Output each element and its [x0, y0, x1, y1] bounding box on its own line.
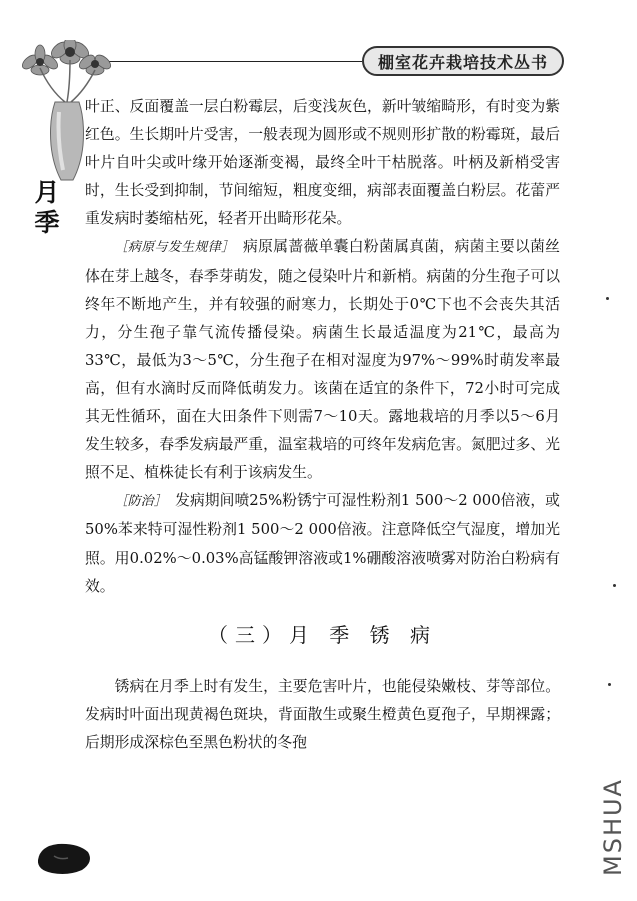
header-rule	[100, 61, 362, 62]
scan-dot	[608, 683, 611, 686]
paragraph-3-tag: ［防治］	[114, 494, 161, 510]
scan-dot	[606, 297, 609, 300]
side-label-line-2: 季	[34, 208, 60, 237]
scan-dot	[613, 584, 616, 587]
paragraph-3	[85, 487, 560, 600]
paragraph-1: 叶正、反面覆盖一层白粉霉层，后变浅灰色，新叶皱缩畸形，有时变为紫红色。生长期叶片受害，一般表现为圆形或不规则形扩散的粉霉斑，最后叶片自叶尖或叶缘开始逐渐变褐，最终全叶干枯脱落。叶柄及新梢受害时，生长受到抑制，节间缩短，粗度变细，病部表面覆盖白粉层。花蕾严重发病时萎缩枯死，轻者开出畸形花朵。	[85, 98, 560, 228]
paragraph-3-text: 发病期间喷25%粉锈宁可湿性粉剂1 500～2 000倍液，或50%苯来特可湿性粉剂1 500～2 000倍液。注意降低空气湿度，增加光照。用0.02%～0.03%高锰酸钾溶液或1%硼酸溶液喷雾对防治白粉病有效。	[85, 492, 560, 595]
watermark-text: MSHUA	[599, 778, 628, 876]
section-heading: （三）月 季 锈 病	[207, 622, 438, 647]
paragraph-2-tag: ［病原与发生规律］	[114, 240, 228, 256]
paragraph-2	[85, 233, 560, 487]
series-title-badge: 棚室花卉栽培技术丛书	[362, 46, 564, 76]
side-label-line-1: 月	[34, 178, 60, 207]
paragraph-2-text: 病原属蔷薇单囊白粉菌属真菌，病菌主要以菌丝体在芽上越冬，春季芽萌发，随之侵染叶片和新梢。病菌的分生孢子可以终年不断地产生，并有较强的耐寒力，长期处于0℃下也不会丧失其活力，分生孢子靠气流传播侵染。病菌生长最适温度为21℃，最高为33℃，最低为3～5℃，分生孢子在相对湿度为97%～99%时萌发率最高，但有水滴时反而降低萌发力。该菌在适宜的条件下，72小时可完成其无性循环，面在大田条件下则需7～10天。露地栽培的月季以5～6月发生较多，春季发病最严重，温室栽培的可终年发病危害。氮肥过多、光照不足、植株徒长有利于该病发生。	[85, 238, 560, 482]
watermark	[588, 762, 637, 892]
page-number-blob-icon	[34, 838, 94, 878]
body-text	[85, 93, 560, 757]
paragraph-4: 锈病在月季上时有发生，主要危害叶片，也能侵染嫩枝、芽等部位。发病时叶面出现黄褐色斑块，背面散生或聚生橙黄色夏孢子，早期裸露；后期形成深棕色至黑色粉状的冬孢	[85, 677, 560, 751]
side-label	[32, 178, 62, 238]
